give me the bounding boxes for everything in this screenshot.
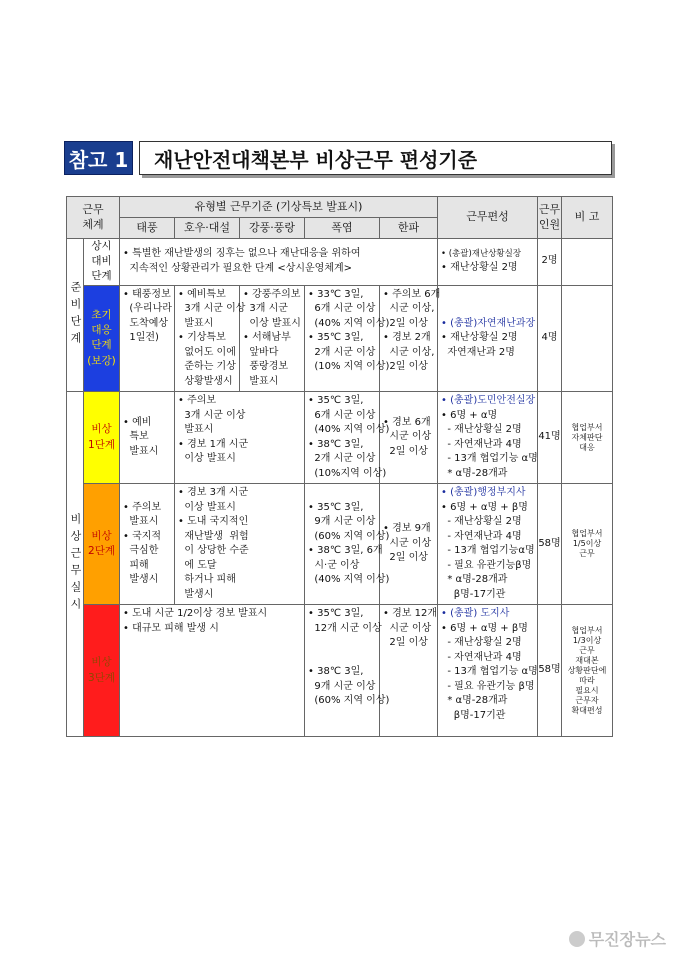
- watermark: [569, 927, 666, 950]
- stage-label: 상시 대비 단계: [84, 238, 120, 285]
- remark-cell: 협업부서 1/3이상 근무 재대본 상황판단에 따라 필요시 근무자 확대편성: [562, 605, 613, 737]
- stage-label: 초기 대응 단계 (보강): [84, 285, 120, 392]
- table-row: [67, 484, 613, 605]
- watermark-logo-icon: [569, 931, 585, 947]
- header-staff: 근무 인원: [538, 197, 562, 239]
- watermark-text: 무진장뉴스: [588, 930, 666, 949]
- criteria-typhoon: • 예비 특보 발표시: [120, 392, 175, 484]
- table-row: [67, 285, 613, 392]
- criteria-heatwave: • 33℃ 3일, 6개 시군 이상 (40% 지역 이상) • 35℃ 3일, 2개 시군 이상 (10% 지역 이상): [305, 285, 380, 392]
- criteria-heatwave: • 35℃ 3일, 9개 시군 이상 (60% 지역 이상) • 38℃ 3일, 6개 시·군 이상 (40% 지역 이상): [305, 484, 380, 605]
- organization-cell: • (총괄)자연재난과장 • 재난상황실 2명 자연재난과 2명: [438, 285, 538, 392]
- criteria-typhoon-rain-wind: • 도내 시군 1/2이상 경보 발표시 • 대규모 피해 발생 시: [120, 605, 305, 737]
- table-row: [67, 238, 613, 285]
- stage-label: 비상 3단계: [84, 605, 120, 737]
- header-type-heatwave: 폭염: [305, 217, 380, 238]
- criteria-coldwave: • 경보 9개 시군 이상 2일 이상: [380, 484, 438, 605]
- criteria-rain-snow: • 예비특보 3개 시군 이상 발표시 • 기상특보 없어도 이에 준하는 기상 상황발생시: [175, 285, 240, 392]
- organization-cell: • (총괄)재난상황실장 • 재난상황실 2명: [438, 238, 538, 285]
- header-work-system: 근무 체계: [67, 197, 120, 239]
- criteria-coldwave: • 경보 12개 시군 이상 2일 이상: [380, 605, 438, 737]
- organization-cell: • (총괄)도민안전실장 • 6명 + α명 - 재난상황실 2명 - 자연재난과 4명 - 13개 협업기능 α명 * α명-28개과: [438, 392, 538, 484]
- stage-label: 비상 1단계: [84, 392, 120, 484]
- group-emergency: 비상근무실시: [67, 392, 84, 737]
- criteria-typhoon: • 주의보 발표시 • 국지적 극심한 피해 발생시: [120, 484, 175, 605]
- header-type-typhoon: 태풍: [120, 217, 175, 238]
- criteria-rain-snow: • 경보 3개 시군 이상 발표시 • 도내 국지적인 재난발생 위험 이 상당한 수준 에 도달 하거나 피해 발생시: [175, 484, 305, 605]
- staff-count: 58명: [538, 605, 562, 737]
- reference-label: 참고 1: [64, 141, 133, 175]
- criteria-coldwave: • 주의보 6개 시군 이상, 2일 이상 • 경보 2개 시군 이상, 2일 이상: [380, 285, 438, 392]
- criteria-coldwave: • 경보 6개 시군 이상 2일 이상: [380, 392, 438, 484]
- criteria-heatwave: • 35℃ 3일, 12개 시군 이상 • 38℃ 3일, 9개 시군 이상 (60% 지역 이상): [305, 605, 380, 737]
- header-type-wind-wave: 강풍·풍랑: [240, 217, 305, 238]
- remark-cell: 협업부서 1/5이상 근무: [562, 484, 613, 605]
- staff-count: 58명: [538, 484, 562, 605]
- staff-count: 2명: [538, 238, 562, 285]
- header-type-coldwave: 한파: [380, 217, 438, 238]
- title-bar: [64, 141, 612, 175]
- stage-criteria: • 특별한 재난발생의 징후는 없으나 재난대응을 위하여 지속적인 상황관리가 필요한 단계 <상시운영체계>: [120, 238, 438, 285]
- criteria-typhoon: • 태풍정보 (우리나라 도착예상 1일전): [120, 285, 175, 392]
- criteria-wind-wave: • 강풍주의보 3개 시군 이상 발표시 • 서해남부 앞바다 풍랑경보 발표시: [240, 285, 305, 392]
- organization-cell: • (총괄)행정부지사 • 6명 + α명 + β명 - 재난상황실 2명 - 자연재난과 4명 - 13개 협업기능α명 - 필요 유관기능β명 * α명-28개과 β명-17기관: [438, 484, 538, 605]
- header-type-rain-snow: 호우·대설: [175, 217, 240, 238]
- table-row: [67, 605, 613, 737]
- remark-cell: 협업부서 자체판단 대응: [562, 392, 613, 484]
- remark-cell: [562, 238, 613, 285]
- header-remarks: 비 고: [562, 197, 613, 239]
- document-title: 재난안전대책본부 비상근무 편성기준: [139, 141, 612, 175]
- group-prep: 준비단계: [67, 238, 84, 391]
- header-row-1: [67, 197, 613, 218]
- criteria-rain-snow: • 주의보 3개 시군 이상 발표시 • 경보 1개 시군 이상 발표시: [175, 392, 305, 484]
- staff-count: 41명: [538, 392, 562, 484]
- emergency-staffing-table: [66, 196, 613, 737]
- header-type-based: 유형별 근무기준 (기상특보 발표시): [120, 197, 438, 218]
- criteria-heatwave: • 35℃ 3일, 6개 시군 이상 (40% 지역 이상) • 38℃ 3일, 2개 시군 이상 (10%지역 이상): [305, 392, 380, 484]
- staff-count: 4명: [538, 285, 562, 392]
- table-row: [67, 392, 613, 484]
- stage-label: 비상 2단계: [84, 484, 120, 605]
- remark-cell: [562, 285, 613, 392]
- header-organization: 근무편성: [438, 197, 538, 239]
- organization-cell: • (총괄) 도지사 • 6명 + α명 + β명 - 재난상황실 2명 - 자연재난과 4명 - 13개 협업기능 α명 - 필요 유관기능 β명 * α명-28개과 β명-17기관: [438, 605, 538, 737]
